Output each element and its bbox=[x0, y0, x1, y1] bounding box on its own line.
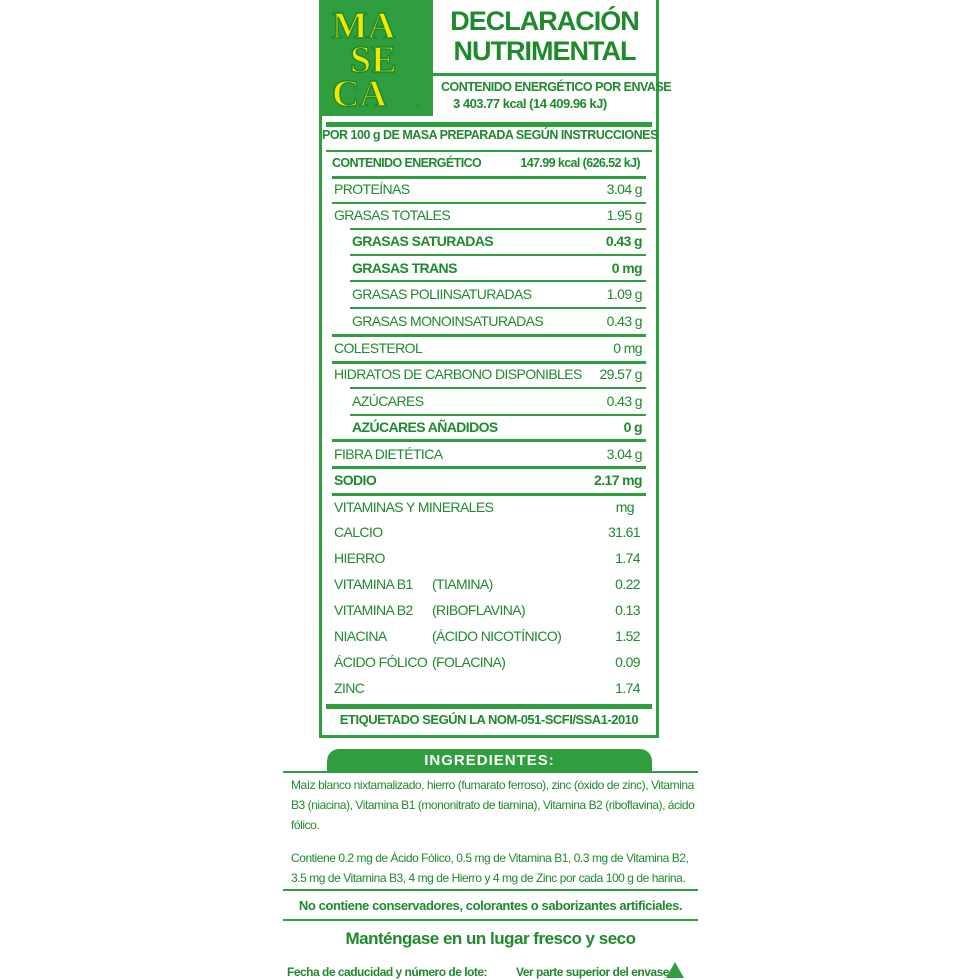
divider bbox=[283, 919, 698, 921]
nutrient-label: FIBRA DIETÉTICA bbox=[334, 446, 443, 462]
vitamins-unit: mg bbox=[615, 499, 634, 515]
nutrient-label: GRASAS POLIINSATURADAS bbox=[352, 286, 532, 302]
divider bbox=[283, 889, 698, 891]
vitamin-alias: (ÁCIDO NICOTÍNICO) bbox=[432, 628, 562, 644]
vitamin-alias: (FOLACINA) bbox=[432, 654, 506, 670]
registered-mark: ® bbox=[415, 103, 421, 110]
vitamin-alias: (TIAMINA) bbox=[432, 576, 493, 592]
ingredients-list: Maíz blanco nixtamalizado, hierro (fumarato ferroso), zinc (óxido de zinc), Vitamina B3 (niacina), Vitamina B1 (mononitrato de tiamina), Vitamina B2 (riboflavina), ácido fólico. bbox=[291, 778, 695, 832]
divider bbox=[350, 387, 646, 389]
title-box bbox=[433, 0, 656, 73]
logo-text-se: SE bbox=[350, 39, 397, 81]
divider bbox=[332, 334, 646, 337]
divider bbox=[350, 254, 646, 256]
title-line-1: DECLARACIÓN bbox=[450, 6, 639, 36]
logo-text-ma: MA bbox=[332, 6, 396, 47]
up-triangle-icon bbox=[666, 962, 684, 978]
ingredients-title: INGREDIENTES: bbox=[424, 752, 555, 769]
panel-header bbox=[322, 0, 672, 116]
divider bbox=[350, 228, 646, 230]
energy-package-value: 3 403.77 kcal (14 409.96 kJ) bbox=[453, 96, 607, 111]
divider bbox=[332, 361, 646, 364]
divider bbox=[283, 771, 698, 773]
nutrient-value: 1.95 g bbox=[606, 207, 642, 223]
divider bbox=[332, 493, 646, 496]
energy-per-package bbox=[433, 73, 672, 116]
nutrient-value: 2.17 mg bbox=[594, 472, 642, 488]
nutrient-value: 0 g bbox=[623, 419, 642, 435]
nutrient-value: 147.99 kcal (626.52 kJ) bbox=[520, 156, 640, 170]
expiry-label: Fecha de caducidad y número de lote: bbox=[287, 965, 488, 979]
per-100g-caption: POR 100 g DE MASA PREPARADA SEGÚN INSTRUCCIONES bbox=[322, 128, 658, 142]
nutrient-label: GRASAS SATURADAS bbox=[352, 233, 494, 249]
divider bbox=[350, 307, 646, 309]
nutrient-value: 1.09 g bbox=[606, 286, 642, 302]
regulation-note: ETIQUETADO SEGÚN LA NOM-051-SCFI/SSA1-2010 bbox=[339, 712, 639, 727]
nutrient-label: PROTEÍNAS bbox=[334, 181, 410, 197]
nutrient-label: COLESTEROL bbox=[334, 340, 423, 356]
vitamin-name: VITAMINA B1 bbox=[334, 576, 413, 592]
nutrient-value: 29.57 g bbox=[599, 366, 642, 382]
divider bbox=[332, 466, 646, 469]
nutrition-panel bbox=[319, 0, 672, 738]
divider bbox=[332, 176, 646, 179]
vitamin-value: 0.13 bbox=[615, 602, 640, 618]
divider bbox=[332, 202, 646, 204]
page-title bbox=[433, 6, 656, 66]
nutrient-value: 0.43 g bbox=[606, 313, 642, 329]
vitamin-name: HIERRO bbox=[334, 550, 385, 566]
ingredients-header bbox=[327, 749, 652, 772]
nutrient-value: 0.43 g bbox=[606, 393, 642, 409]
title-line-2: NUTRIMENTAL bbox=[453, 36, 636, 66]
vitamin-name: ÁCIDO FÓLICO bbox=[334, 654, 428, 670]
nutrient-label: GRASAS MONOINSATURADAS bbox=[352, 313, 544, 329]
vitamin-name: CALCIO bbox=[334, 524, 383, 540]
vitamin-name: ZINC bbox=[334, 680, 365, 696]
energy-package-label: CONTENIDO ENERGÉTICO POR ENVASE bbox=[441, 80, 672, 94]
logo-text-ca: CA bbox=[332, 73, 387, 110]
nutrient-label: SODIO bbox=[334, 472, 377, 488]
nutrient-label: AZÚCARES bbox=[352, 393, 424, 409]
nutrient-value: 0.43 g bbox=[605, 233, 642, 249]
nutrient-label: HIDRATOS DE CARBONO DISPONIBLES bbox=[334, 366, 582, 382]
divider bbox=[350, 280, 646, 282]
vitamin-value: 1.52 bbox=[615, 628, 640, 644]
storage-note: Manténgase en un lugar fresco y seco bbox=[345, 929, 636, 948]
vitamin-value: 31.61 bbox=[607, 524, 640, 540]
vitamin-name: NIACINA bbox=[334, 628, 387, 644]
maseca-logo bbox=[328, 6, 426, 110]
divider bbox=[350, 414, 646, 416]
divider bbox=[326, 150, 652, 152]
nutrient-value: 0 mg bbox=[613, 340, 642, 356]
vitamin-name: VITAMINA B2 bbox=[334, 602, 413, 618]
nutrient-label: GRASAS TRANS bbox=[352, 260, 457, 276]
fortification-note: Contiene 0.2 mg de Ácido Fólico, 0.5 mg de Vitamina B1, 0.3 mg de Vitamina B2, 3.5 mg de Vitamina B3, 4 mg de Hierro y 4 mg de Zinc por cada 100 g de harina. bbox=[291, 851, 689, 885]
nutrient-label: GRASAS TOTALES bbox=[334, 207, 451, 223]
nutrient-label: AZÚCARES AÑADIDOS bbox=[352, 419, 498, 435]
divider bbox=[326, 704, 652, 709]
divider bbox=[326, 122, 652, 127]
vitamin-alias: (RIBOFLAVINA) bbox=[432, 602, 526, 618]
vitamins-header: VITAMINAS Y MINERALES bbox=[334, 499, 494, 515]
vitamin-value: 0.09 bbox=[615, 654, 640, 670]
no-preservatives-note: No contiene conservadores, colorantes o saborizantes artificiales. bbox=[298, 898, 683, 913]
nutrient-label: CONTENIDO ENERGÉTICO bbox=[332, 156, 482, 170]
divider bbox=[332, 439, 646, 442]
nutrient-value: 3.04 g bbox=[606, 181, 642, 197]
vitamin-value: 1.74 bbox=[615, 550, 640, 566]
nutrient-value: 0 mg bbox=[611, 260, 642, 276]
vitamin-value: 1.74 bbox=[615, 680, 640, 696]
expiry-value: Ver parte superior del envase bbox=[516, 965, 669, 979]
nutrient-value: 3.04 g bbox=[606, 446, 642, 462]
vitamin-value: 0.22 bbox=[615, 576, 640, 592]
